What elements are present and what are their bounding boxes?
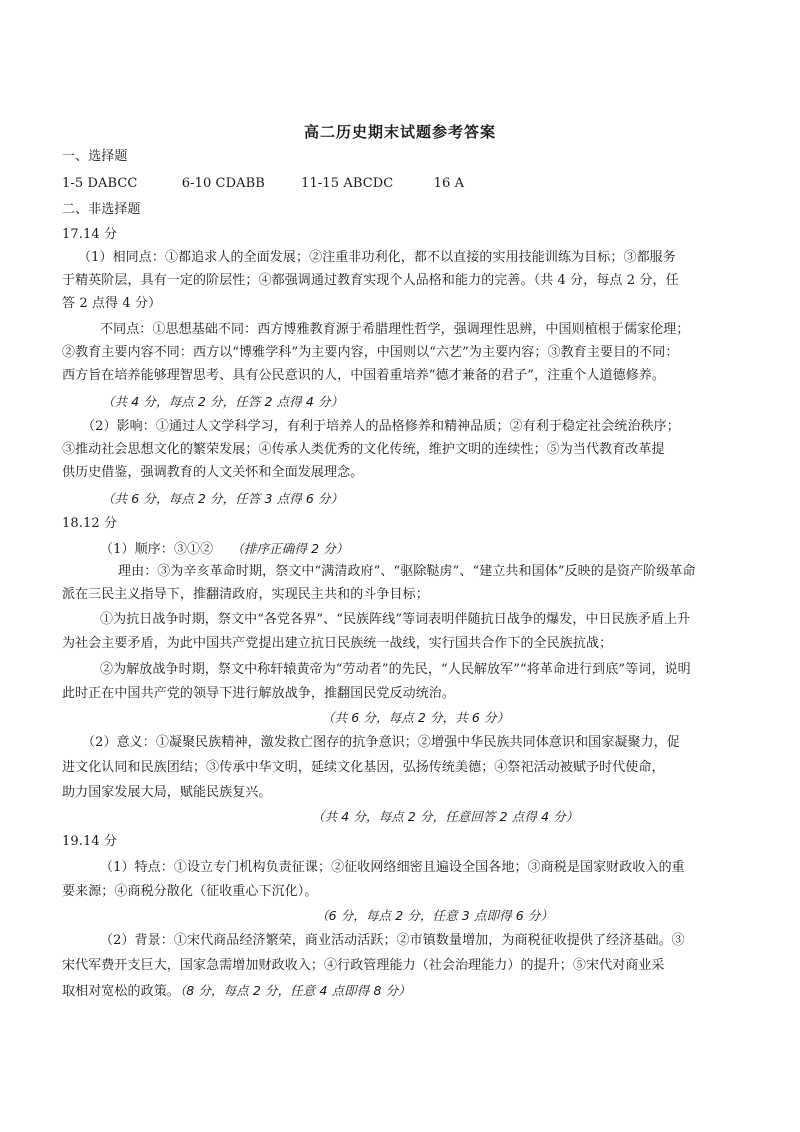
q19-p2-score: （8 分，每点 2 分，任意 4 点即得 8 分） [179, 983, 411, 998]
q18-reason-line-2: 派在三民主义指导下，推翻清政府，实现民主共和的斗争目标； [62, 587, 429, 602]
q19-p2-line-1: （2）背景：①宋代商品经济繁荣，商业活动活跃；②市镇数量增加，为商税征收提供了经济基础。③ [100, 933, 685, 948]
q17-p2-line-1: 不同点：①思想基础不同：西方博雅教育源于希腊理性哲学，强调理性思辨，中国则植根于儒家伦理； [100, 322, 690, 337]
q18-order [100, 540, 348, 559]
q19-p2-line-3-text: 取相对宽松的政策。 [62, 984, 180, 999]
q18-p2-line-2: 进文化认同和民族团结；③传承中华文明，延续文化基因，弘扬传统美德；④祭祀活动被赋予时代使命， [62, 760, 665, 775]
q18-order-score: （排序正确得 2 分） [231, 541, 349, 556]
q17-p2-score: （共 4 分，每点 2 分，任答 2 点得 4 分） [102, 394, 344, 409]
q18-r1-line-2: 为社会主要矛盾，为此中国共产党提出建立抗日民族统一战线，实行国共合作下的全民族抗战； [62, 636, 613, 651]
q19-header: 19.14 分 [62, 834, 118, 849]
q17-p3-line-3: 供历史借鉴，强调教育的人文关怀和全面发展理念。 [62, 465, 364, 480]
q19-p1-line-2: 要来源；④商税分散化（征收重心下沉化）。 [62, 884, 318, 899]
page-title: 高二历史期末试题参考答案 [303, 123, 496, 141]
q19-p2-line-3 [62, 982, 411, 1001]
section-heading-nonchoice: 二、非选择题 [62, 202, 141, 217]
q18-p2-line-1: （2）意义：①凝聚民族精神，激发救亡图存的抗争意识；②增强中华民族共同体意识和国家凝聚力，促 [82, 735, 680, 750]
q17-header: 17.14 分 [62, 227, 118, 242]
q18-header: 18.12 分 [62, 516, 118, 531]
q17-p2-line-2: ②教育主要内容不同：西方以“博雅学科”为主要内容，中国则以“六艺”为主要内容；③教育主要目的不同： [62, 345, 679, 360]
choice-answer-16: 16 A [433, 176, 465, 191]
q17-p1-line-2: 于精英阶层，具有一定的阶层性；④都强调通过教育实现个人品格和能力的完善。（共 4 分，每点 2 分，任 [62, 273, 679, 288]
q18-order-text: （1）顺序：③①② [100, 542, 214, 557]
q19-p1-line-1: （1）特点：①设立专门机构负责征课；②征收网络细密且遍设全国各地；③商税是国家财政收入的重 [100, 860, 685, 875]
q17-p3-line-2: ③推动社会思想文化的繁荣发展；④传承人类优秀的文化传统，维护文明的连续性；⑤为当代教育改革提 [62, 442, 665, 457]
q17-p3-score: （共 6 分，每点 2 分，任答 3 点得 6 分） [102, 491, 344, 506]
section-heading-choice: 一、选择题 [62, 149, 128, 164]
q19-p1-score: （6 分，每点 2 分，任意 3 点即得 6 分） [316, 908, 554, 923]
q17-p3-line-1: （2）影响：①通过人文学科学习，有利于培养人的品格修养和精神品质；②有利于稳定社会统治秩序； [82, 419, 680, 434]
choice-answer-6-10: 6-10 CDABB [181, 176, 265, 191]
q17-p2-line-3: 西方旨在培养能够理智思考、具有公民意识的人，中国着重培养“德才兼备的君子”，注重个人道德修养。 [62, 368, 665, 383]
q17-p1-line-3: 答 2 点得 4 分） [62, 296, 162, 311]
q18-r2-line-2: 此时正在中国共产党的领导下进行解放战争，推翻国民党反动统治。 [62, 686, 456, 701]
q18-p1-score: （共 6 分，每点 2 分，共 6 分） [322, 710, 510, 725]
q19-p2-line-2: 宋代军费开支巨大，国家急需增加财政收入；④行政管理能力（社会治理能力）的提升；⑤宋代对商业采 [62, 958, 665, 973]
q17-p1-line-1: （1）相同点：①都追求人的全面发展；②注重非功利化，都不以直接的实用技能训练为目标；③都服务 [78, 250, 676, 265]
q18-p2-score: （共 4 分，每点 2 分，任意回答 2 点得 4 分） [312, 809, 579, 824]
q18-r2-line-1: ②为解放战争时期，祭文中称轩辕黄帝为“劳动者”的先民，“人民解放军”“将革命进行到底”等词，说明 [100, 662, 691, 677]
choice-answers-row [62, 175, 488, 193]
choice-answer-1-5: 1-5 DABCC [62, 176, 138, 191]
q18-p2-line-3: 助力国家发展大局，赋能民族复兴。 [62, 785, 272, 800]
choice-answer-11-15: 11-15 ABCDC [301, 176, 394, 191]
q18-reason-line-1: 理由：③为辛亥革命时期，祭文中“满清政府”、“驱除鞑虏”、“建立共和国体”反映的是资产阶级革命 [118, 564, 696, 579]
q18-r1-line-1: ①为抗日战争时期，祭文中“各党各界”、“民族阵线”等词表明伴随抗日战争的爆发，中日民族矛盾上升 [100, 612, 691, 627]
